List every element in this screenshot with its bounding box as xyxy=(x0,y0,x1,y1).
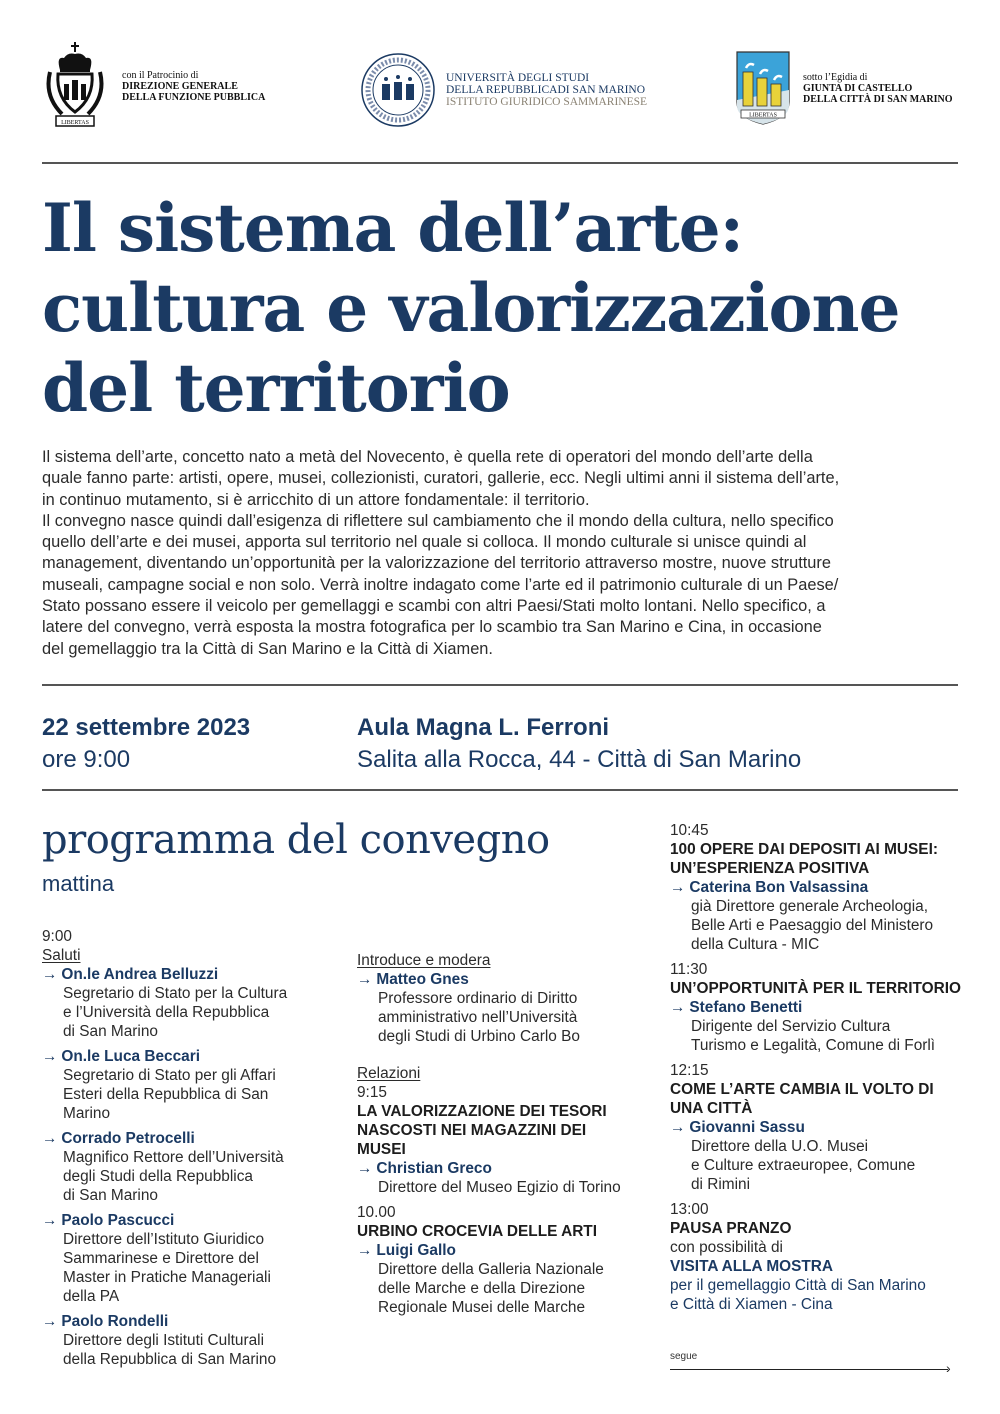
arrow-right-icon: → xyxy=(357,1242,373,1259)
talk-title: 100 OPERE DAI DEPOSITI AI MUSEI: UN’ESPERIENZA POSITIVA xyxy=(670,841,938,877)
lunch-title: PAUSA PRANZO xyxy=(670,1220,792,1237)
arrow-right-icon: → xyxy=(357,971,373,988)
divider-mid-2 xyxy=(42,789,958,791)
title-line-3: del territorio xyxy=(42,349,510,427)
talk-time: 9:15 xyxy=(357,1084,387,1101)
logo-direzione-generale xyxy=(42,40,265,132)
speaker-role: già Direttore generale Archeologia, Belle Arti e Paesaggio del Ministero della Cultura - MIC xyxy=(691,898,934,953)
talk-time: 12:15 xyxy=(670,1062,709,1079)
moderator-name: → Matteo Gnes xyxy=(357,971,469,988)
castello-coat-of-arms-icon xyxy=(735,50,791,126)
intro-line: quello dell’arte e dei musei, apporta sul territorio nel quale si colloca. Il mondo culturale si unisce quindi al xyxy=(42,533,807,552)
speaker-role: Direttore della Galleria Nazionale delle Marche e della Direzione Regionale Musei delle Marche xyxy=(378,1261,604,1316)
program-column-1 xyxy=(42,927,342,1369)
talk-time: 10:45 xyxy=(670,822,709,839)
logo2-line2: DELLA REPUBBLICADI SAN MARINO xyxy=(446,84,646,96)
divider-mid-1 xyxy=(42,684,958,686)
program-title: programma del convegno xyxy=(42,817,550,863)
intro-line: in continuo mutamento, si è arricchito di un attore fondamentale: il territorio. xyxy=(42,490,590,509)
intro-line: museali, campagne social e non solo. Verrà inoltre indagato come l’arte ed il patrimonio culturale di un Paese/ xyxy=(42,575,839,594)
section-label-moderator: Introduce e modera xyxy=(357,952,491,969)
intro-line: latere del convegno, verrà esposta la mostra fotografica per lo scambio tra San Marino e Cina, in occasione xyxy=(42,618,822,637)
speaker-role: Segretario di Stato per la Cultura e l’Università della Repubblica di San Marino xyxy=(63,985,288,1040)
session-time: 9:00 xyxy=(42,928,72,945)
page-title xyxy=(42,188,972,428)
speaker-role: Direttore del Museo Egizio di Torino xyxy=(378,1179,621,1196)
svg-text:LIBERTAS: LIBERTAS xyxy=(749,112,777,119)
title-line-2: cultura e valorizzazione xyxy=(42,269,900,347)
intro-line: quale fanno parte: artisti, opere, musei, collezionisti, curatori, gallerie, ecc. Negli ultimi anni il sistema dell’arte, xyxy=(42,469,840,488)
continue-line xyxy=(670,1369,948,1370)
speaker-role: Direttore dell’Istituto Giuridico Sammarinese e Direttore del Master in Pratiche Manageriali della PA xyxy=(63,1231,271,1305)
program-column-2 xyxy=(357,951,657,1317)
event-time: ore 9:00 xyxy=(42,746,131,773)
arrow-right-icon: → xyxy=(42,1212,58,1229)
speaker-name: → Christian Greco xyxy=(357,1160,492,1177)
talk-title: LA VALORIZZAZIONE DEI TESORI NASCOSTI NEI MAGAZZINI DEI MUSEI xyxy=(357,1103,607,1158)
intro-line: management, diventando un’opportunità per la valorizzazione del territorio attraverso mostre, nuove strutture xyxy=(42,554,831,573)
logo1-text xyxy=(122,70,265,103)
speaker-name: → Paolo Pascucci xyxy=(42,1212,175,1229)
logo3-line3: DELLA CITTÀ DI SAN MARINO xyxy=(803,93,953,105)
event-place-block xyxy=(357,712,801,776)
intro-line: del gemellaggio tra la Città di San Marino e la Città di Xiamen. xyxy=(42,639,493,658)
arrow-right-icon: → xyxy=(42,1313,58,1330)
speaker-name: → Corrado Petrocelli xyxy=(42,1130,195,1147)
logo3-text xyxy=(803,72,952,105)
lunch-time: 13:00 xyxy=(670,1201,709,1218)
logo2-text xyxy=(446,72,647,108)
logo1-line1: con il Patrocinio di xyxy=(122,69,199,81)
arrow-right-icon: › xyxy=(946,1360,951,1376)
divider-top xyxy=(42,162,958,164)
speaker-role: Dirigente del Servizio Cultura Turismo e Legalità, Comune di Forlì xyxy=(691,1018,936,1054)
event-venue: Aula Magna L. Ferroni xyxy=(357,714,610,741)
arrow-right-icon: → xyxy=(42,1048,58,1065)
talk-title: URBINO CROCEVIA DELLE ARTI xyxy=(357,1223,597,1240)
exhibition-visit-title: VISITA ALLA MOSTRA xyxy=(670,1258,834,1275)
intro-paragraph xyxy=(42,447,962,660)
intro-line: Il convegno nasce quindi dall’esigenza di riflettere sul cambiamento che il mondo della cultura, nello specifico xyxy=(42,511,834,530)
speaker-role: Magnifico Rettore dell’Università degli Studi della Repubblica di San Marino xyxy=(63,1149,284,1204)
talk-title: UN’OPPORTUNITÀ PER IL TERRITORIO xyxy=(670,980,962,997)
logo3-line1: sotto l’Egidia di xyxy=(803,71,868,83)
event-date-block xyxy=(42,712,250,776)
speaker-name: → Giovanni Sassu xyxy=(670,1119,805,1136)
arrow-right-icon: → xyxy=(670,999,686,1016)
continue-label: segue xyxy=(670,1351,698,1362)
moderator-role: Professore ordinario di Diritto amministrativo nell’Università degli Studi di Urbino Carlo Bo xyxy=(378,990,580,1045)
arrow-right-icon: → xyxy=(670,1119,686,1136)
intro-line: Il sistema dell’arte, concetto nato a metà del Novecento, è quella rete di operatori del mondo dell’arte della xyxy=(42,448,813,466)
logo1-line3: DELLA FUNZIONE PUBBLICA xyxy=(122,91,266,103)
program-column-3 xyxy=(670,821,970,1314)
speaker-name: → Paolo Rondelli xyxy=(42,1313,169,1330)
lunch-subtitle: con possibilità di xyxy=(670,1239,783,1256)
logo-giunta-castello xyxy=(735,50,952,126)
arrow-right-icon: → xyxy=(357,1160,373,1177)
logo3-line2: GIUNTA DI CASTELLO xyxy=(803,82,913,94)
talk-time: 10.00 xyxy=(357,1204,396,1221)
speaker-role: Direttore della U.O. Musei e Culture extraeuropee, Comune di Rimini xyxy=(691,1138,916,1193)
speaker-name: → Stefano Benetti xyxy=(670,999,803,1016)
university-seal-icon xyxy=(360,52,436,128)
talk-time: 11:30 xyxy=(670,961,708,978)
logo-universita xyxy=(360,52,647,128)
exhibition-detail: per il gemellaggio Città di San Marino e Città di Xiamen - Cina xyxy=(670,1277,926,1313)
logo2-line3: ISTITUTO GIURIDICO SAMMARINESE xyxy=(446,96,648,108)
arrow-right-icon: → xyxy=(42,966,58,983)
san-marino-coat-of-arms-icon xyxy=(42,40,108,132)
program-subtitle: mattina xyxy=(42,871,115,896)
svg-text:LIBERTAS: LIBERTAS xyxy=(61,120,89,126)
intro-line: Stato possano essere il veicolo per gemellaggi e scambi con altri Paesi/Stati molto lontani. Nello specifico, a xyxy=(42,597,826,616)
speaker-name: → On.le Luca Beccari xyxy=(42,1048,200,1065)
speaker-name: → On.le Andrea Belluzzi xyxy=(42,966,219,983)
arrow-right-icon: → xyxy=(670,879,686,896)
speaker-name: → Caterina Bon Valsassina xyxy=(670,879,869,896)
speaker-name: → Luigi Gallo xyxy=(357,1242,456,1259)
event-date: 22 settembre 2023 xyxy=(42,714,251,741)
event-address: Salita alla Rocca, 44 - Città di San Marino xyxy=(357,746,802,773)
speaker-role: Segretario di Stato per gli Affari Esteri della Repubblica di San Marino xyxy=(63,1067,276,1122)
talk-title: COME L’ARTE CAMBIA IL VOLTO DI UNA CITTÀ xyxy=(670,1081,934,1117)
title-line-1: Il sistema dell’arte: xyxy=(42,189,744,267)
arrow-right-icon: → xyxy=(42,1130,58,1147)
logo1-line2: DIREZIONE GENERALE xyxy=(122,80,238,92)
section-label-relazioni: Relazioni xyxy=(357,1065,421,1082)
logo2-line1: UNIVERSITÀ DEGLI STUDI xyxy=(446,72,590,84)
speaker-role: Direttore degli Istituti Culturali della Repubblica di San Marino xyxy=(63,1332,277,1368)
section-label-saluti: Saluti xyxy=(42,947,81,964)
